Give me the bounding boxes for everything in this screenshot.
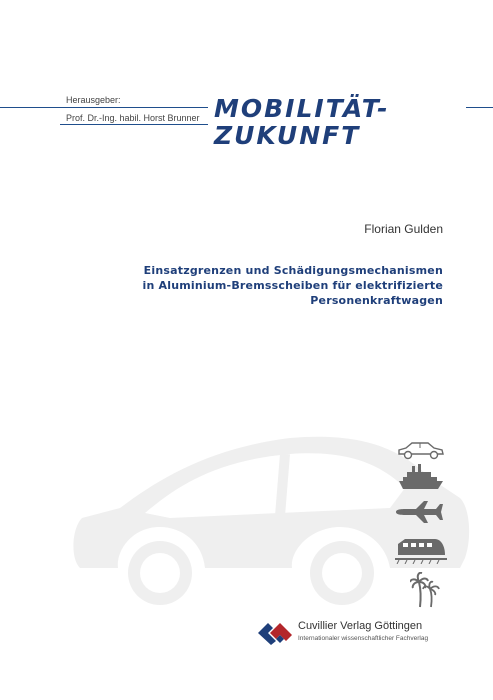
header-rule-top — [0, 107, 208, 108]
header-rule-bottom — [60, 124, 208, 125]
palm-trees-icon — [410, 572, 440, 608]
airplane-icon — [394, 500, 444, 524]
ship-icon — [398, 463, 444, 491]
book-title-line2: in Aluminium-Bremsscheiben für elektrifizierte — [142, 279, 443, 292]
train-icon — [395, 536, 447, 564]
series-title-line1: MOBILITÄT- — [214, 94, 390, 123]
book-title — [43, 263, 443, 308]
header-rule-right — [466, 107, 493, 108]
author-name: Florian Gulden — [364, 222, 443, 236]
book-title-line3: Personenkraftwagen — [310, 294, 443, 307]
editor-name: Prof. Dr.-Ing. habil. Horst Brunner — [66, 113, 200, 123]
series-title-line2: ZUKUNFT — [214, 121, 361, 150]
publisher-name: Cuvillier Verlag Göttingen — [298, 620, 423, 632]
car-icon — [396, 440, 446, 460]
cuvillier-logo — [256, 621, 294, 645]
book-title-line1: Einsatzgrenzen und Schädigungsmechanismen — [143, 264, 443, 277]
editor-label: Herausgeber: — [66, 95, 121, 105]
publisher-subtitle: Internationaler wissenschaftlicher Fachverlag — [298, 635, 429, 642]
